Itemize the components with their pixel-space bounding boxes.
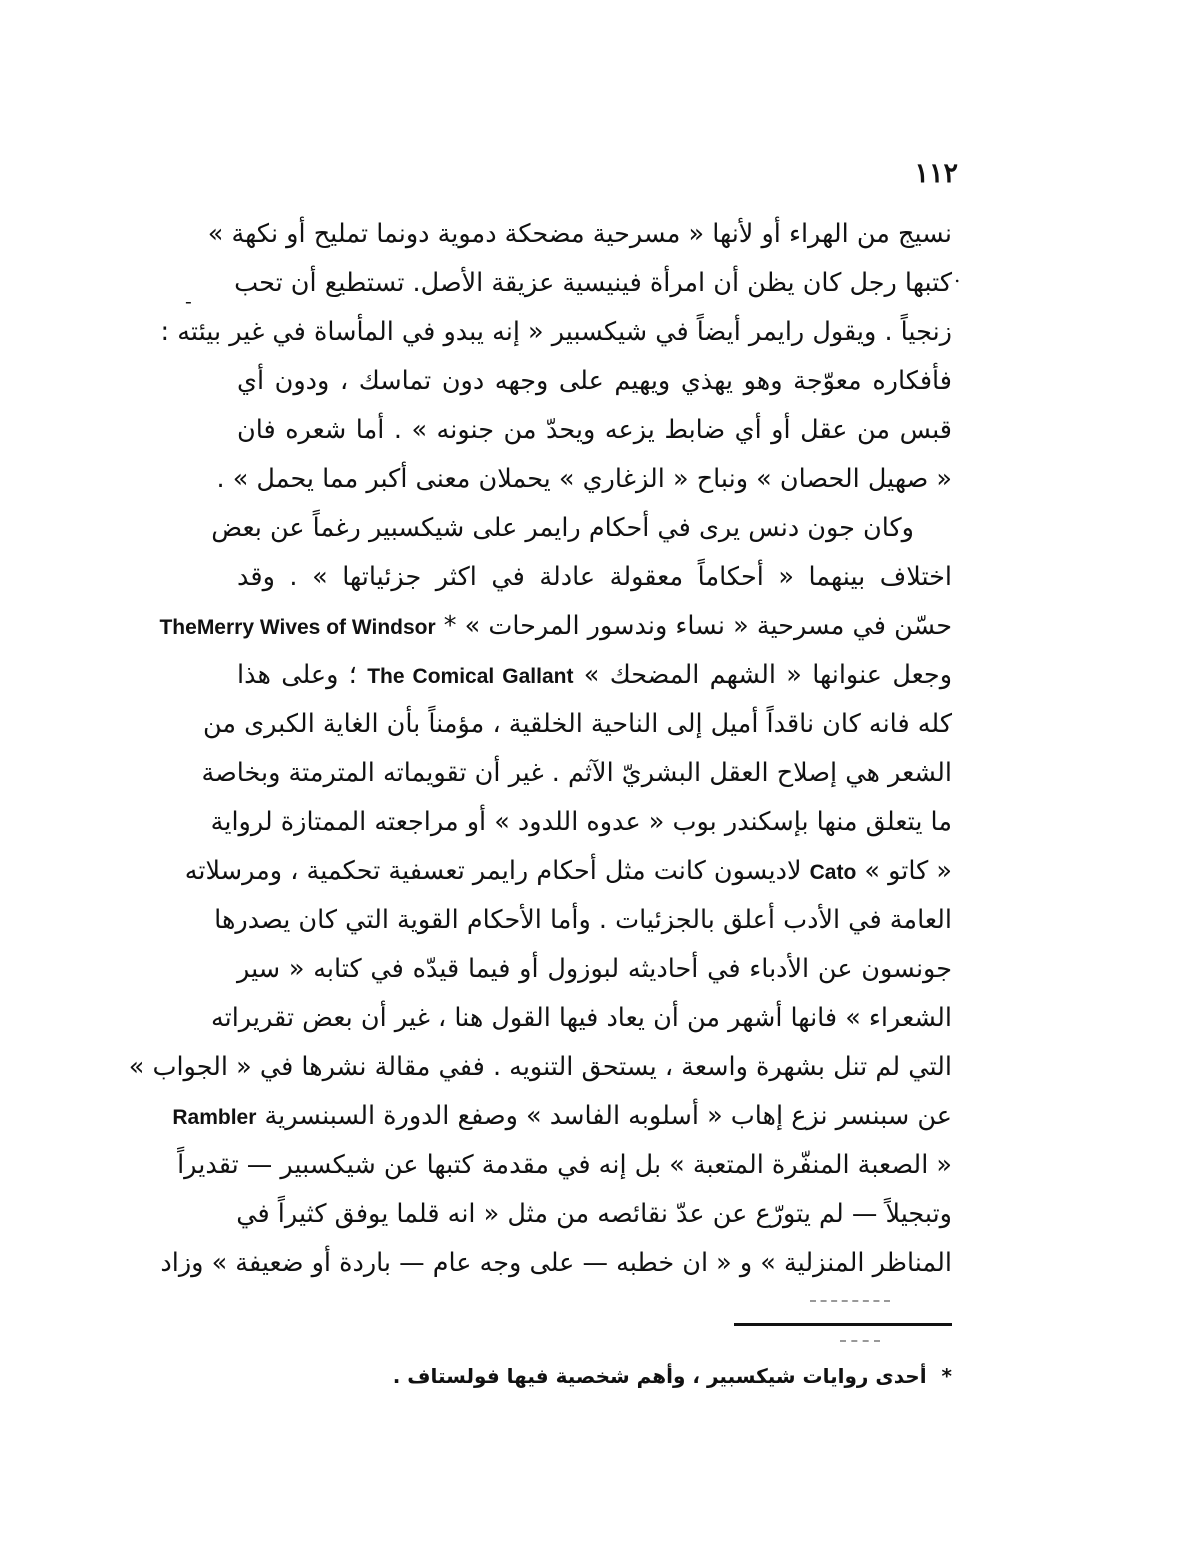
english-title: Rambler (172, 1106, 257, 1129)
footnote-text: أحدى روايات شيكسبير ، وأهم شخصية فيها فولستاف . (392, 1364, 927, 1388)
text-line: التي لم تنل بشهرة واسعة ، يستحق التنويه . ففي مقالة نشرها في « الجواب » (128, 1052, 952, 1082)
footnote (237, 1364, 952, 1388)
english-title: Cato (809, 861, 857, 884)
text-line: وتبجيلاً — لم يتورّع عن عدّ نقائصه من مثل « انه قلما يوفق كثيراً في (236, 1199, 952, 1229)
text-line: نسيج من الهراء أو لأنها « مسرحية مضحكة دموية دونما تمليح أو نكهة » (207, 219, 952, 249)
text-line: فأفكاره معوّجة وهو يهذي ويهيم على وجهه دون تماسك ، ودون أي (237, 366, 952, 396)
text-line (159, 602, 952, 651)
text-line: زنجياً . ويقول رايمر أيضاً في شيكسبير « إنه يبدو في المأساة في غير بيئته : (160, 317, 952, 347)
arabic-segment: لاديسون كانت مثل أحكام رايمر تعسفية تحكمية ، ومرسلاته (184, 856, 802, 886)
text-line: جونسون عن الأدباء في أحاديثه لبوزول أو فيما قيدّه في كتابه « سير (237, 954, 952, 984)
text-line: اختلاف بينهما « أحكاماً معقولة عادلة في اكثر جزئياتها » . وقد (237, 562, 952, 592)
margin-mark: . (954, 263, 961, 287)
text-line: المناظر المنزلية » و « ان خطبه — على وجه عام — باردة أو ضعيفة » وزاد (160, 1248, 952, 1278)
text-line (237, 651, 952, 700)
text-line (184, 847, 952, 896)
text-line: قبس من عقل أو أي ضابط يزعه ويحدّ من جنونه » . أما شعره فان (237, 415, 952, 445)
scan-smudge (840, 1340, 880, 1346)
paragraph-start-line: وكان جون دنس يرى في أحكام رايمر على شيكسبير رغماً عن بعض (211, 513, 914, 543)
margin-mark: - (185, 289, 192, 313)
footnote-marker: * (941, 1364, 952, 1388)
text-line: « صهيل الحصان » ونباح « الزغاري » يحملان معنى أكبر مما يحمل » . (216, 464, 952, 494)
scan-smudge (810, 1300, 890, 1306)
english-title: The Comical Gallant (367, 665, 574, 688)
arabic-segment: « كاتو » (864, 856, 952, 886)
arabic-segment: عن سبنسر نزع إهاب « أسلوبه الفاسد » وصفع الدورة السبنسرية (264, 1101, 952, 1131)
text-line: العامة في الأدب أعلق بالجزئيات . وأما الأحكام القوية التي كان يصدرها (214, 905, 952, 935)
arabic-segment: ؛ وعلى هذا (237, 660, 357, 690)
arabic-segment: وجعل عنوانها « الشهم المضحك » (583, 660, 953, 690)
text-line: كله فانه كان ناقداً أميل إلى الناحية الخلقية ، مؤمناً بأن الغاية الكبرى من (202, 709, 952, 739)
text-line: ما يتعلق منها بإسكندر بوب « عدوه اللدود » أو مراجعته الممتازة لرواية (210, 807, 952, 837)
body-text (128, 210, 953, 1288)
text-line: الشعراء » فانها أشهر من أن يعاد فيها القول هنا ، غير أن بعض تقريراته (210, 1003, 952, 1033)
english-title: TheMerry Wives of Windsor (159, 616, 436, 639)
footnote-separator (734, 1323, 952, 1326)
arabic-segment: حسّن في مسرحية « نساء وندسور المرحات » * (443, 611, 952, 641)
page-number: ١١٢ (914, 158, 958, 189)
text-line (172, 1092, 952, 1141)
text-line: الشعر هي إصلاح العقل البشريّ الآثم . غير أن تقويماته المترمتة وبخاصة (201, 758, 952, 788)
text-line: « الصعبة المنفّرة المتعبة » بل إنه في مقدمة كتبها عن شيكسبير — تقديراً (177, 1150, 952, 1180)
text-line: كتبها رجل كان يظن أن امرأة فينيسية عزيقة الأصل. تستطيع أن تحب (234, 268, 952, 298)
